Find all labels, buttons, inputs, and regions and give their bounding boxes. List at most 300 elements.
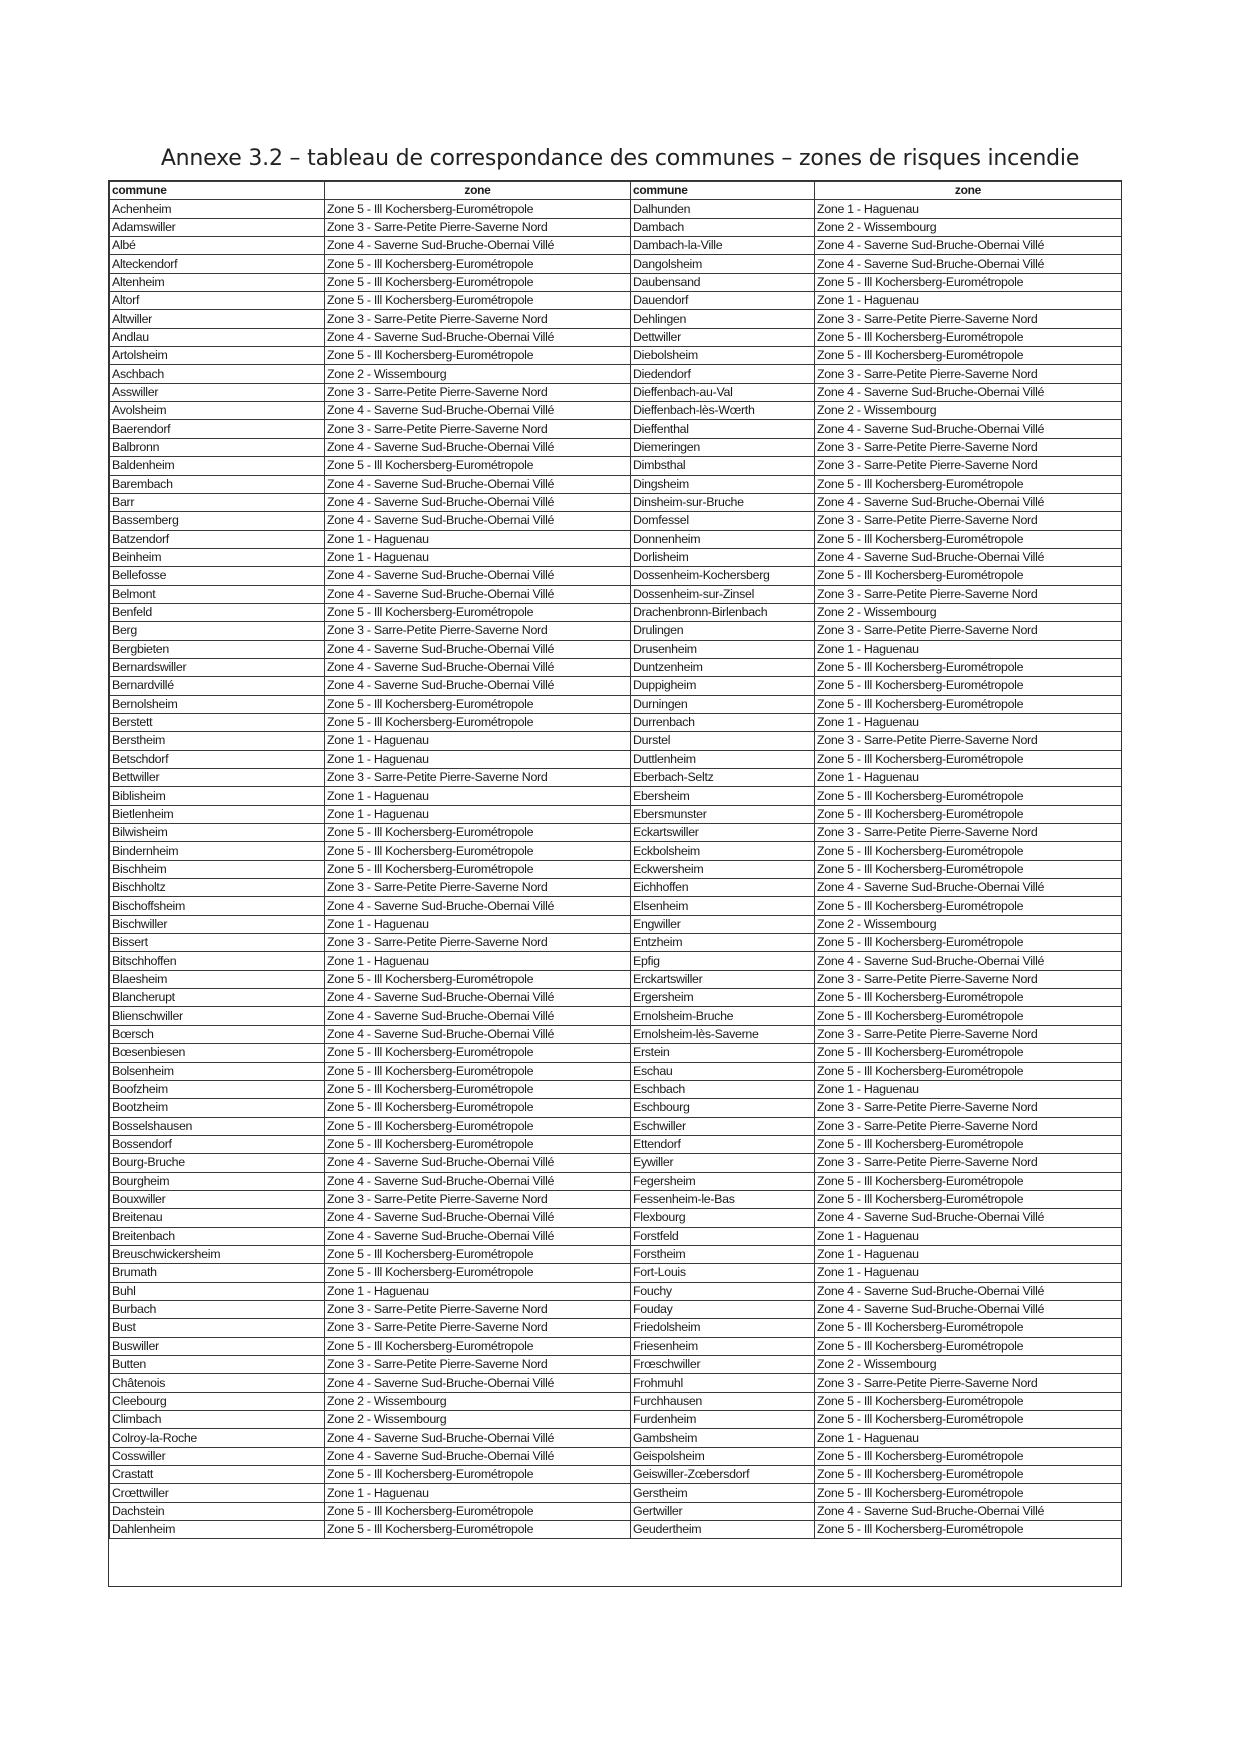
commune-cell-right: Daubensand [631, 273, 815, 291]
commune-cell-right: Fessenheim-le-Bas [631, 1190, 815, 1208]
commune-cell-left: Bischholtz [110, 879, 325, 897]
zone-cell-right: Zone 4 - Saverne Sud-Bruche-Obernai Villé [815, 493, 1122, 511]
commune-cell-left: Bourgheim [110, 1172, 325, 1190]
table-row [110, 567, 1122, 585]
commune-cell-right: Dieffenbach-au-Val [631, 383, 815, 401]
commune-cell-left: Boofzheim [110, 1080, 325, 1098]
commune-cell-right: Dinsheim-sur-Bruche [631, 493, 815, 511]
commune-cell-left: Cosswiller [110, 1447, 325, 1465]
zone-cell-left: Zone 1 - Haguenau [325, 1282, 631, 1300]
table-row [110, 1080, 1122, 1098]
table-row [110, 218, 1122, 236]
zone-cell-right: Zone 4 - Saverne Sud-Bruche-Obernai Villé [815, 1502, 1122, 1520]
zone-cell-left: Zone 5 - Ill Kochersberg-Eurométropole [325, 695, 631, 713]
zone-cell-left: Zone 4 - Saverne Sud-Bruche-Obernai Villé [325, 438, 631, 456]
table-row [110, 347, 1122, 365]
commune-cell-left: Baldenheim [110, 457, 325, 475]
commune-cell-right: Domfessel [631, 512, 815, 530]
commune-cell-right: Epfig [631, 952, 815, 970]
commune-cell-left: Butten [110, 1356, 325, 1374]
zone-cell-right: Zone 2 - Wissembourg [815, 402, 1122, 420]
commune-cell-left: Biblisheim [110, 787, 325, 805]
zone-cell-right: Zone 1 - Haguenau [815, 292, 1122, 310]
commune-cell-left: Brumath [110, 1264, 325, 1282]
zone-cell-right: Zone 5 - Ill Kochersberg-Eurométropole [815, 1190, 1122, 1208]
zone-cell-left: Zone 5 - Ill Kochersberg-Eurométropole [325, 347, 631, 365]
zone-cell-right: Zone 3 - Sarre-Petite Pierre-Saverne Nord [815, 1154, 1122, 1172]
zone-cell-right: Zone 4 - Saverne Sud-Bruche-Obernai Villé [815, 548, 1122, 566]
commune-cell-left: Dahlenheim [110, 1521, 325, 1539]
zone-cell-right: Zone 5 - Ill Kochersberg-Eurométropole [815, 695, 1122, 713]
table-row [110, 200, 1122, 218]
zone-cell-right: Zone 3 - Sarre-Petite Pierre-Saverne Nord [815, 1374, 1122, 1392]
zone-cell-right: Zone 3 - Sarre-Petite Pierre-Saverne Nord [815, 457, 1122, 475]
commune-cell-left: Belmont [110, 585, 325, 603]
table-row [110, 475, 1122, 493]
commune-cell-left: Altwiller [110, 310, 325, 328]
commune-cell-right: Dalhunden [631, 200, 815, 218]
commune-cell-right: Diemeringen [631, 438, 815, 456]
zone-cell-right: Zone 3 - Sarre-Petite Pierre-Saverne Nord [815, 585, 1122, 603]
commune-cell-right: Ergersheim [631, 989, 815, 1007]
zone-cell-left: Zone 3 - Sarre-Petite Pierre-Saverne Nord [325, 1300, 631, 1318]
zone-cell-left: Zone 4 - Saverne Sud-Bruche-Obernai Villé [325, 897, 631, 915]
table-row [110, 1025, 1122, 1043]
zone-cell-left: Zone 1 - Haguenau [325, 787, 631, 805]
table-row [110, 1282, 1122, 1300]
zone-cell-right: Zone 5 - Ill Kochersberg-Eurométropole [815, 842, 1122, 860]
table-header-row [110, 182, 1122, 200]
table-row [110, 328, 1122, 346]
commune-cell-right: Ernolsheim-Bruche [631, 1007, 815, 1025]
table-row [110, 255, 1122, 273]
zone-cell-right: Zone 5 - Ill Kochersberg-Eurométropole [815, 1466, 1122, 1484]
commune-cell-right: Dossenheim-sur-Zinsel [631, 585, 815, 603]
commune-cell-left: Baerendorf [110, 420, 325, 438]
commune-cell-left: Crastatt [110, 1466, 325, 1484]
zone-cell-right: Zone 4 - Saverne Sud-Bruche-Obernai Villé [815, 383, 1122, 401]
table-row [110, 530, 1122, 548]
table-row [110, 1466, 1122, 1484]
commune-cell-right: Eichhoffen [631, 879, 815, 897]
zone-cell-left: Zone 4 - Saverne Sud-Bruche-Obernai Villé [325, 1025, 631, 1043]
table-row [110, 1521, 1122, 1539]
commune-cell-left: Blienschwiller [110, 1007, 325, 1025]
commune-cell-left: Bettwiller [110, 769, 325, 787]
commune-cell-right: Furdenheim [631, 1411, 815, 1429]
header-zone-right: zone [815, 182, 1122, 200]
zone-cell-right: Zone 5 - Ill Kochersberg-Eurométropole [815, 1411, 1122, 1429]
zone-cell-left: Zone 5 - Ill Kochersberg-Eurométropole [325, 1135, 631, 1153]
commune-cell-left: Crœttwiller [110, 1484, 325, 1502]
zone-cell-left: Zone 5 - Ill Kochersberg-Eurométropole [325, 255, 631, 273]
zone-cell-right: Zone 5 - Ill Kochersberg-Eurométropole [815, 530, 1122, 548]
zone-cell-left: Zone 5 - Ill Kochersberg-Eurométropole [325, 842, 631, 860]
commune-cell-left: Breuschwickersheim [110, 1245, 325, 1263]
zone-cell-left: Zone 4 - Saverne Sud-Bruche-Obernai Villé [325, 328, 631, 346]
zone-cell-right: Zone 4 - Saverne Sud-Bruche-Obernai Villé [815, 420, 1122, 438]
zone-cell-left: Zone 5 - Ill Kochersberg-Eurométropole [325, 1099, 631, 1117]
zone-cell-left: Zone 1 - Haguenau [325, 915, 631, 933]
commune-cell-right: Eberbach-Seltz [631, 769, 815, 787]
commune-cell-right: Ernolsheim-lès-Saverne [631, 1025, 815, 1043]
zone-cell-left: Zone 4 - Saverne Sud-Bruche-Obernai Villé [325, 493, 631, 511]
commune-cell-right: Dimbsthal [631, 457, 815, 475]
zone-cell-left: Zone 5 - Ill Kochersberg-Eurométropole [325, 292, 631, 310]
zone-cell-right: Zone 5 - Ill Kochersberg-Eurométropole [815, 1135, 1122, 1153]
zone-cell-right: Zone 5 - Ill Kochersberg-Eurométropole [815, 1062, 1122, 1080]
table-row [110, 273, 1122, 291]
zone-cell-right: Zone 4 - Saverne Sud-Bruche-Obernai Villé [815, 1209, 1122, 1227]
commune-cell-right: Duntzenheim [631, 658, 815, 676]
commune-cell-left: Bœsenbiesen [110, 1044, 325, 1062]
zone-cell-right: Zone 5 - Ill Kochersberg-Eurométropole [815, 567, 1122, 585]
table-row [110, 1337, 1122, 1355]
zone-cell-right: Zone 3 - Sarre-Petite Pierre-Saverne Nord [815, 512, 1122, 530]
zone-cell-left: Zone 4 - Saverne Sud-Bruche-Obernai Villé [325, 677, 631, 695]
zone-cell-right: Zone 5 - Ill Kochersberg-Eurométropole [815, 1172, 1122, 1190]
commune-cell-left: Bouxwiller [110, 1190, 325, 1208]
table-row [110, 1209, 1122, 1227]
commune-cell-right: Dossenheim-Kochersberg [631, 567, 815, 585]
commune-cell-left: Châtenois [110, 1374, 325, 1392]
zone-cell-left: Zone 1 - Haguenau [325, 1484, 631, 1502]
commune-cell-left: Beinheim [110, 548, 325, 566]
commune-cell-right: Eckbolsheim [631, 842, 815, 860]
zone-cell-right: Zone 1 - Haguenau [815, 1245, 1122, 1263]
commune-cell-left: Aschbach [110, 365, 325, 383]
commune-cell-right: Eschwiller [631, 1117, 815, 1135]
table-row [110, 292, 1122, 310]
commune-cell-left: Dachstein [110, 1502, 325, 1520]
commune-cell-right: Ebersmunster [631, 805, 815, 823]
commune-zone-table [109, 181, 1122, 1539]
table-row [110, 1429, 1122, 1447]
commune-cell-right: Eckartswiller [631, 824, 815, 842]
zone-cell-left: Zone 4 - Saverne Sud-Bruche-Obernai Villé [325, 567, 631, 585]
zone-cell-left: Zone 1 - Haguenau [325, 530, 631, 548]
zone-cell-left: Zone 3 - Sarre-Petite Pierre-Saverne Nord [325, 1319, 631, 1337]
zone-cell-right: Zone 5 - Ill Kochersberg-Eurométropole [815, 989, 1122, 1007]
table-row [110, 1300, 1122, 1318]
commune-cell-left: Bourg-Bruche [110, 1154, 325, 1172]
zone-cell-left: Zone 3 - Sarre-Petite Pierre-Saverne Nord [325, 420, 631, 438]
table-row [110, 1099, 1122, 1117]
commune-cell-right: Fort-Louis [631, 1264, 815, 1282]
zone-cell-left: Zone 4 - Saverne Sud-Bruche-Obernai Villé [325, 1154, 631, 1172]
commune-cell-right: Dauendorf [631, 292, 815, 310]
commune-cell-right: Gertwiller [631, 1502, 815, 1520]
zone-cell-left: Zone 3 - Sarre-Petite Pierre-Saverne Nord [325, 310, 631, 328]
table-row [110, 879, 1122, 897]
table-row [110, 383, 1122, 401]
commune-cell-left: Asswiller [110, 383, 325, 401]
zone-cell-right: Zone 5 - Ill Kochersberg-Eurométropole [815, 1447, 1122, 1465]
table-row [110, 695, 1122, 713]
commune-cell-left: Colroy-la-Roche [110, 1429, 325, 1447]
page-title: Annexe 3.2 – tableau de correspondance des communes – zones de risques incendie [160, 145, 1080, 171]
zone-cell-right: Zone 5 - Ill Kochersberg-Eurométropole [815, 658, 1122, 676]
table-row [110, 548, 1122, 566]
commune-cell-right: Dorlisheim [631, 548, 815, 566]
commune-cell-right: Ettendorf [631, 1135, 815, 1153]
commune-cell-right: Geispolsheim [631, 1447, 815, 1465]
table-row [110, 824, 1122, 842]
zone-cell-right: Zone 2 - Wissembourg [815, 218, 1122, 236]
zone-cell-right: Zone 5 - Ill Kochersberg-Eurométropole [815, 677, 1122, 695]
commune-cell-left: Avolsheim [110, 402, 325, 420]
commune-cell-left: Blancherupt [110, 989, 325, 1007]
commune-cell-left: Bilwisheim [110, 824, 325, 842]
zone-cell-right: Zone 3 - Sarre-Petite Pierre-Saverne Nord [815, 1025, 1122, 1043]
commune-cell-left: Bossendorf [110, 1135, 325, 1153]
commune-cell-right: Durningen [631, 695, 815, 713]
zone-cell-right: Zone 1 - Haguenau [815, 1429, 1122, 1447]
commune-cell-left: Benfeld [110, 603, 325, 621]
zone-cell-right: Zone 4 - Saverne Sud-Bruche-Obernai Villé [815, 952, 1122, 970]
commune-cell-right: Fouchy [631, 1282, 815, 1300]
commune-cell-left: Albé [110, 237, 325, 255]
table-row [110, 732, 1122, 750]
header-commune-right: commune [631, 182, 815, 200]
commune-cell-right: Dingsheim [631, 475, 815, 493]
commune-cell-left: Betschdorf [110, 750, 325, 768]
commune-cell-left: Batzendorf [110, 530, 325, 548]
zone-cell-left: Zone 5 - Ill Kochersberg-Eurométropole [325, 713, 631, 731]
commune-cell-left: Cleebourg [110, 1392, 325, 1410]
zone-cell-right: Zone 5 - Ill Kochersberg-Eurométropole [815, 347, 1122, 365]
table-row [110, 310, 1122, 328]
zone-cell-right: Zone 4 - Saverne Sud-Bruche-Obernai Villé [815, 879, 1122, 897]
zone-cell-right: Zone 5 - Ill Kochersberg-Eurométropole [815, 860, 1122, 878]
commune-cell-left: Bischheim [110, 860, 325, 878]
commune-cell-left: Bernardvillé [110, 677, 325, 695]
zone-cell-right: Zone 5 - Ill Kochersberg-Eurométropole [815, 475, 1122, 493]
zone-cell-left: Zone 3 - Sarre-Petite Pierre-Saverne Nord [325, 1356, 631, 1374]
table-row [110, 769, 1122, 787]
commune-cell-right: Duppigheim [631, 677, 815, 695]
table-row [110, 805, 1122, 823]
zone-cell-left: Zone 1 - Haguenau [325, 548, 631, 566]
zone-cell-left: Zone 4 - Saverne Sud-Bruche-Obernai Villé [325, 1374, 631, 1392]
commune-cell-right: Drusenheim [631, 640, 815, 658]
table-row [110, 438, 1122, 456]
table-row [110, 1117, 1122, 1135]
commune-cell-left: Altenheim [110, 273, 325, 291]
table-row [110, 1007, 1122, 1025]
table-row [110, 1044, 1122, 1062]
commune-cell-right: Gerstheim [631, 1484, 815, 1502]
zone-cell-left: Zone 2 - Wissembourg [325, 1411, 631, 1429]
zone-cell-right: Zone 2 - Wissembourg [815, 603, 1122, 621]
commune-cell-right: Frohmuhl [631, 1374, 815, 1392]
zone-cell-left: Zone 3 - Sarre-Petite Pierre-Saverne Nord [325, 1190, 631, 1208]
commune-cell-left: Bosselshausen [110, 1117, 325, 1135]
table-row [110, 934, 1122, 952]
zone-cell-left: Zone 5 - Ill Kochersberg-Eurométropole [325, 860, 631, 878]
table-row [110, 512, 1122, 530]
commune-cell-left: Bœrsch [110, 1025, 325, 1043]
zone-cell-right: Zone 1 - Haguenau [815, 1264, 1122, 1282]
table-row [110, 1447, 1122, 1465]
header-commune-left: commune [110, 182, 325, 200]
commune-cell-right: Eschbach [631, 1080, 815, 1098]
zone-cell-right: Zone 3 - Sarre-Petite Pierre-Saverne Nord [815, 824, 1122, 842]
table-row [110, 1227, 1122, 1245]
zone-cell-left: Zone 2 - Wissembourg [325, 365, 631, 383]
zone-cell-left: Zone 5 - Ill Kochersberg-Eurométropole [325, 1044, 631, 1062]
commune-cell-right: Durrenbach [631, 713, 815, 731]
commune-cell-left: Bust [110, 1319, 325, 1337]
table-row [110, 1319, 1122, 1337]
zone-cell-right: Zone 2 - Wissembourg [815, 915, 1122, 933]
zone-cell-left: Zone 5 - Ill Kochersberg-Eurométropole [325, 970, 631, 988]
zone-cell-left: Zone 4 - Saverne Sud-Bruche-Obernai Villé [325, 585, 631, 603]
commune-cell-right: Entzheim [631, 934, 815, 952]
zone-cell-left: Zone 5 - Ill Kochersberg-Eurométropole [325, 1264, 631, 1282]
zone-cell-left: Zone 5 - Ill Kochersberg-Eurométropole [325, 200, 631, 218]
commune-cell-left: Bernardswiller [110, 658, 325, 676]
table-row [110, 237, 1122, 255]
table-row [110, 713, 1122, 731]
zone-cell-right: Zone 5 - Ill Kochersberg-Eurométropole [815, 1484, 1122, 1502]
zone-cell-right: Zone 1 - Haguenau [815, 1227, 1122, 1245]
zone-cell-left: Zone 4 - Saverne Sud-Bruche-Obernai Villé [325, 237, 631, 255]
commune-cell-left: Barembach [110, 475, 325, 493]
commune-cell-left: Bergbieten [110, 640, 325, 658]
table-row [110, 750, 1122, 768]
table-row [110, 677, 1122, 695]
zone-cell-left: Zone 5 - Ill Kochersberg-Eurométropole [325, 824, 631, 842]
commune-cell-left: Bietlenheim [110, 805, 325, 823]
zone-cell-left: Zone 4 - Saverne Sud-Bruche-Obernai Villé [325, 640, 631, 658]
table-row [110, 1190, 1122, 1208]
table-row [110, 658, 1122, 676]
commune-cell-left: Bissert [110, 934, 325, 952]
commune-cell-right: Duttlenheim [631, 750, 815, 768]
commune-cell-left: Adamswiller [110, 218, 325, 236]
zone-cell-left: Zone 4 - Saverne Sud-Bruche-Obernai Villé [325, 402, 631, 420]
commune-cell-left: Bitschhoffen [110, 952, 325, 970]
commune-cell-right: Eschbourg [631, 1099, 815, 1117]
commune-cell-left: Balbronn [110, 438, 325, 456]
table-row [110, 989, 1122, 1007]
table-row [110, 1374, 1122, 1392]
commune-cell-right: Ebersheim [631, 787, 815, 805]
commune-cell-right: Flexbourg [631, 1209, 815, 1227]
commune-cell-left: Bindernheim [110, 842, 325, 860]
zone-cell-left: Zone 3 - Sarre-Petite Pierre-Saverne Nord [325, 934, 631, 952]
commune-cell-right: Friedolsheim [631, 1319, 815, 1337]
commune-cell-left: Bassemberg [110, 512, 325, 530]
zone-cell-left: Zone 4 - Saverne Sud-Bruche-Obernai Villé [325, 658, 631, 676]
zone-cell-left: Zone 3 - Sarre-Petite Pierre-Saverne Nord [325, 383, 631, 401]
commune-cell-left: Berstett [110, 713, 325, 731]
zone-cell-right: Zone 2 - Wissembourg [815, 1356, 1122, 1374]
zone-cell-left: Zone 5 - Ill Kochersberg-Eurométropole [325, 1521, 631, 1539]
commune-cell-right: Engwiller [631, 915, 815, 933]
zone-cell-right: Zone 5 - Ill Kochersberg-Eurométropole [815, 1521, 1122, 1539]
commune-cell-right: Friesenheim [631, 1337, 815, 1355]
commune-cell-right: Fegersheim [631, 1172, 815, 1190]
zone-cell-right: Zone 3 - Sarre-Petite Pierre-Saverne Nord [815, 438, 1122, 456]
commune-cell-left: Buhl [110, 1282, 325, 1300]
commune-cell-right: Donnenheim [631, 530, 815, 548]
zone-cell-left: Zone 5 - Ill Kochersberg-Eurométropole [325, 603, 631, 621]
table-row [110, 603, 1122, 621]
commune-cell-right: Furchhausen [631, 1392, 815, 1410]
commune-cell-left: Buswiller [110, 1337, 325, 1355]
zone-cell-right: Zone 1 - Haguenau [815, 1080, 1122, 1098]
zone-cell-right: Zone 3 - Sarre-Petite Pierre-Saverne Nord [815, 1117, 1122, 1135]
zone-cell-right: Zone 5 - Ill Kochersberg-Eurométropole [815, 1337, 1122, 1355]
commune-cell-right: Erstein [631, 1044, 815, 1062]
table-row [110, 787, 1122, 805]
zone-cell-left: Zone 5 - Ill Kochersberg-Eurométropole [325, 1062, 631, 1080]
commune-cell-right: Diedendorf [631, 365, 815, 383]
commune-cell-right: Dieffenbach-lès-Wœrth [631, 402, 815, 420]
zone-cell-right: Zone 4 - Saverne Sud-Bruche-Obernai Villé [815, 1300, 1122, 1318]
table-row [110, 897, 1122, 915]
zone-cell-right: Zone 5 - Ill Kochersberg-Eurométropole [815, 750, 1122, 768]
zone-cell-right: Zone 1 - Haguenau [815, 200, 1122, 218]
commune-cell-right: Drachenbronn-Birlenbach [631, 603, 815, 621]
table-row [110, 640, 1122, 658]
commune-cell-right: Dambach [631, 218, 815, 236]
table-row [110, 457, 1122, 475]
zone-cell-left: Zone 5 - Ill Kochersberg-Eurométropole [325, 1245, 631, 1263]
zone-cell-left: Zone 1 - Haguenau [325, 750, 631, 768]
zone-cell-left: Zone 5 - Ill Kochersberg-Eurométropole [325, 1502, 631, 1520]
table-body [110, 200, 1122, 1539]
commune-cell-right: Eschau [631, 1062, 815, 1080]
zone-cell-left: Zone 4 - Saverne Sud-Bruche-Obernai Villé [325, 475, 631, 493]
commune-cell-left: Barr [110, 493, 325, 511]
table-row [110, 915, 1122, 933]
commune-cell-left: Climbach [110, 1411, 325, 1429]
commune-cell-left: Berg [110, 622, 325, 640]
zone-cell-left: Zone 4 - Saverne Sud-Bruche-Obernai Villé [325, 1227, 631, 1245]
zone-cell-left: Zone 5 - Ill Kochersberg-Eurométropole [325, 1466, 631, 1484]
commune-cell-right: Dehlingen [631, 310, 815, 328]
zone-cell-left: Zone 4 - Saverne Sud-Bruche-Obernai Villé [325, 1429, 631, 1447]
zone-cell-left: Zone 3 - Sarre-Petite Pierre-Saverne Nord [325, 879, 631, 897]
commune-cell-right: Eywiller [631, 1154, 815, 1172]
zone-cell-right: Zone 5 - Ill Kochersberg-Eurométropole [815, 273, 1122, 291]
commune-cell-right: Fouday [631, 1300, 815, 1318]
zone-cell-right: Zone 3 - Sarre-Petite Pierre-Saverne Nord [815, 732, 1122, 750]
commune-cell-right: Gambsheim [631, 1429, 815, 1447]
table-row [110, 1245, 1122, 1263]
header-zone-left: zone [325, 182, 631, 200]
zone-cell-right: Zone 5 - Ill Kochersberg-Eurométropole [815, 1007, 1122, 1025]
zone-cell-left: Zone 4 - Saverne Sud-Bruche-Obernai Villé [325, 512, 631, 530]
commune-cell-right: Durstel [631, 732, 815, 750]
table-row [110, 420, 1122, 438]
zone-cell-right: Zone 3 - Sarre-Petite Pierre-Saverne Nord [815, 622, 1122, 640]
zone-cell-left: Zone 3 - Sarre-Petite Pierre-Saverne Nord [325, 769, 631, 787]
zone-cell-right: Zone 4 - Saverne Sud-Bruche-Obernai Villé [815, 255, 1122, 273]
zone-cell-left: Zone 4 - Saverne Sud-Bruche-Obernai Villé [325, 989, 631, 1007]
table-row [110, 860, 1122, 878]
zone-cell-right: Zone 5 - Ill Kochersberg-Eurométropole [815, 787, 1122, 805]
table-row [110, 402, 1122, 420]
zone-cell-left: Zone 1 - Haguenau [325, 732, 631, 750]
table-row [110, 952, 1122, 970]
zone-cell-right: Zone 3 - Sarre-Petite Pierre-Saverne Nord [815, 365, 1122, 383]
commune-cell-right: Drulingen [631, 622, 815, 640]
zone-cell-left: Zone 5 - Ill Kochersberg-Eurométropole [325, 457, 631, 475]
